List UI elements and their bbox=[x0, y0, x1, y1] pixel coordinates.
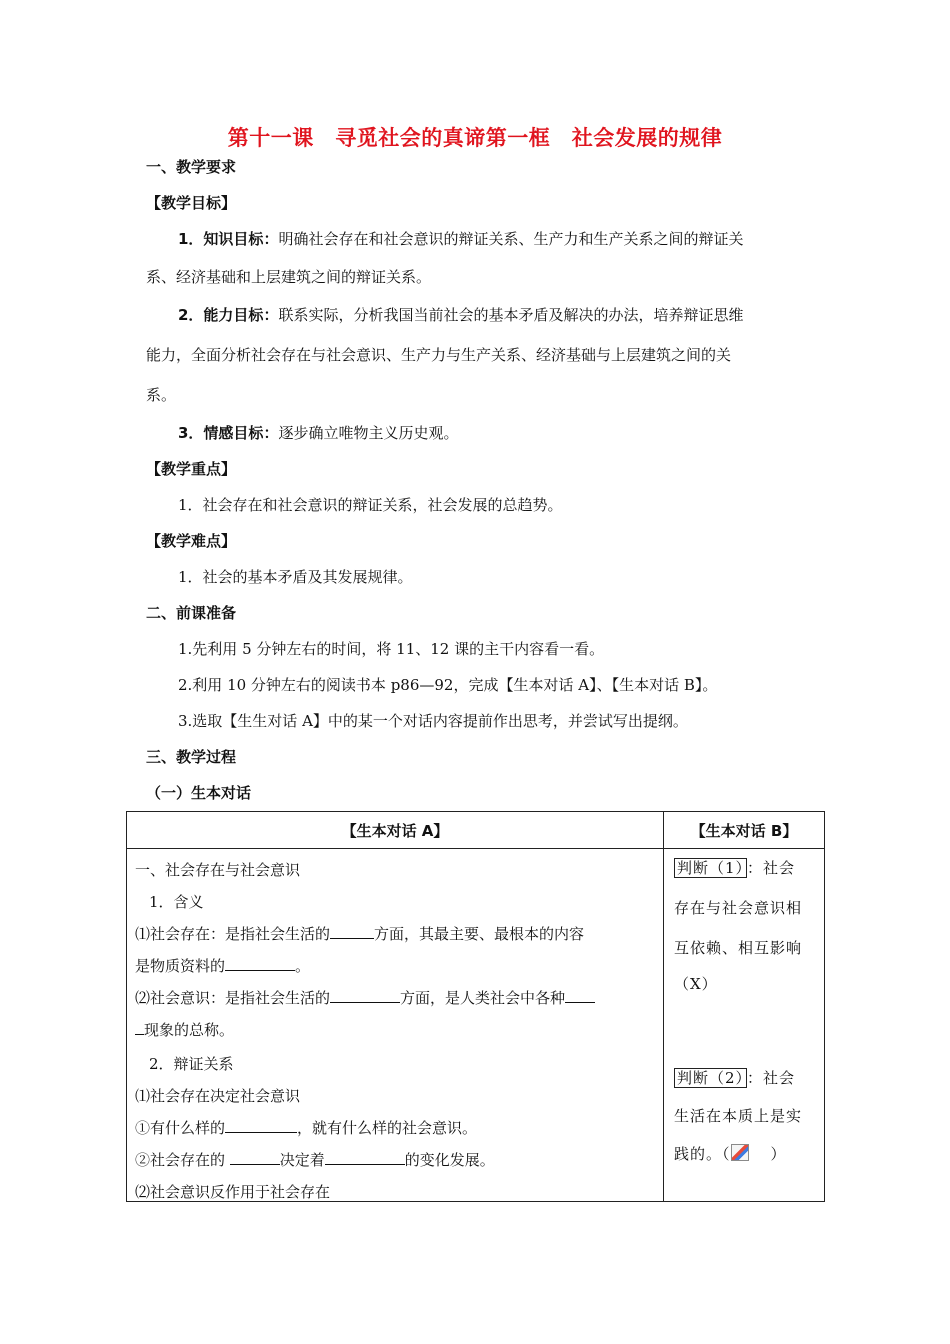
judge-2-rest: ：社会 bbox=[747, 1069, 796, 1087]
prep-item-1: 1.先利用 5 分钟左右的时间，将 11、12 课的主干内容看一看。 bbox=[178, 640, 605, 658]
goal-knowledge-cont: 系、经济基础和上层建筑之间的辩证关系。 bbox=[146, 268, 432, 286]
key-points-heading: 【教学重点】 bbox=[146, 460, 237, 478]
goal-ability-cont: 能力，全面分析社会存在与社会意识、生产力与生产关系、经济基础与上层建筑之间的关 bbox=[146, 346, 732, 364]
goal-ability-text: 联系实际，分析我国当前社会的基本矛盾及解决的办法，培养辩证思维 bbox=[278, 306, 744, 324]
a-material bbox=[135, 955, 310, 976]
a-social-consciousness-pre: ⑵社会意识：是指社会生活的 bbox=[135, 989, 331, 1007]
fill-blank[interactable] bbox=[225, 1118, 297, 1133]
fill-blank[interactable] bbox=[135, 1020, 144, 1035]
a-dialectic: 2．辩证关系 bbox=[149, 1055, 234, 1073]
fill-blank[interactable] bbox=[330, 988, 400, 1003]
a-whatever bbox=[135, 1117, 477, 1138]
a-whatever-pre: ①有什么样的 bbox=[135, 1119, 226, 1137]
goal-ability-cont2: 系。 bbox=[146, 386, 177, 404]
dialogue-table bbox=[126, 811, 825, 1202]
dialogue-b-cell bbox=[664, 849, 824, 1201]
judge-2-box: 判断（2） bbox=[674, 1068, 747, 1088]
section-heading-process: 三、教学过程 bbox=[146, 748, 237, 766]
a-change-post: 的变化发展。 bbox=[404, 1151, 495, 1169]
goal-knowledge bbox=[178, 228, 743, 249]
a-whatever-post: ，就有什么样的社会意识。 bbox=[297, 1119, 478, 1137]
a-meaning: 1．含义 bbox=[149, 893, 204, 911]
a-change-pre: ②社会存在的 bbox=[135, 1151, 230, 1169]
a-social-existence bbox=[135, 923, 584, 944]
goal-emotion bbox=[178, 422, 458, 443]
goal-emotion-text: 逐步确立唯物主义历史观。 bbox=[278, 424, 459, 442]
a-determines: ⑴社会存在决定社会意识 bbox=[135, 1087, 301, 1105]
goal-ability bbox=[178, 304, 743, 325]
b-judge-1-answer: （X） bbox=[674, 975, 718, 993]
b-judge-2-line2: 生活在本质上是实 bbox=[674, 1107, 803, 1125]
subsection-dialogue: （一）生本对话 bbox=[146, 784, 252, 802]
a-social-existence-pre: ⑴社会存在：是指社会生活的 bbox=[135, 925, 331, 943]
a-phenomena bbox=[135, 1019, 234, 1040]
a-phenomena-text: 现象的总称。 bbox=[144, 1021, 235, 1039]
fill-blank[interactable] bbox=[325, 1150, 405, 1165]
b-judge-2 bbox=[674, 1067, 795, 1088]
dialogue-a-cell bbox=[127, 849, 663, 1201]
a-change-mid: 决定着 bbox=[279, 1151, 325, 1169]
judge-2-pre: 践的。（ bbox=[674, 1145, 731, 1163]
judge-2-post: ） bbox=[770, 1145, 787, 1163]
a-heading: 一、社会存在与社会意识 bbox=[135, 861, 301, 879]
goal-ability-label: 2．能力目标： bbox=[178, 306, 279, 324]
a-social-existence-post: 方面，其最主要、最根本的内容 bbox=[374, 925, 585, 943]
section-heading-preparation: 二、前课准备 bbox=[146, 604, 237, 622]
judge-1-rest: ：社会 bbox=[747, 859, 796, 877]
prep-item-2: 2.利用 10 分钟左右的阅读书本 p86—92，完成【生本对话 A】、【生本对话 B】。 bbox=[178, 676, 718, 694]
a-change bbox=[135, 1149, 495, 1170]
fill-blank[interactable] bbox=[565, 988, 595, 1003]
a-social-consciousness-mid: 方面，是人类社会中各种 bbox=[400, 989, 566, 1007]
fill-blank[interactable] bbox=[230, 1150, 280, 1165]
goal-knowledge-label: 1．知识目标： bbox=[178, 230, 279, 248]
key-points-text: 1．社会存在和社会意识的辩证关系，社会发展的总趋势。 bbox=[178, 496, 563, 514]
section-heading-requirements: 一、教学要求 bbox=[146, 158, 237, 176]
lesson-title: 第十一课 寻觅社会的真谛第一框 社会发展的规律 bbox=[227, 126, 723, 150]
b-judge-1 bbox=[674, 857, 795, 878]
difficult-points-heading: 【教学难点】 bbox=[146, 532, 237, 550]
column-header-dialogue-a: 【生本对话 A】 bbox=[127, 812, 664, 849]
judge-1-box: 判断（1） bbox=[674, 858, 747, 878]
a-social-consciousness bbox=[135, 987, 595, 1008]
fill-blank[interactable] bbox=[225, 956, 295, 971]
b-judge-1-line2: 存在与社会意识相 bbox=[674, 899, 803, 917]
a-material-pre: 是物质资料的 bbox=[135, 957, 226, 975]
b-judge-2-line3 bbox=[674, 1143, 787, 1164]
goal-emotion-label: 3．情感目标： bbox=[178, 424, 279, 442]
b-judge-1-line3: 互依赖、相互影响 bbox=[674, 939, 803, 957]
prep-item-3: 3.选取【生生对话 A】中的某一个对话内容提前作出思考，并尝试写出提纲。 bbox=[178, 712, 688, 730]
a-reaction: ⑵社会意识反作用于社会存在 bbox=[135, 1183, 331, 1201]
column-header-dialogue-b: 【生本对话 B】 bbox=[664, 812, 825, 849]
goal-knowledge-text: 明确社会存在和社会意识的辩证关系、生产力和生产关系之间的辩证关 bbox=[278, 230, 744, 248]
difficult-points-text: 1．社会的基本矛盾及其发展规律。 bbox=[178, 568, 413, 586]
a-material-post: 。 bbox=[295, 957, 311, 975]
goals-heading: 【教学目标】 bbox=[146, 194, 237, 212]
broken-image-icon bbox=[731, 1144, 749, 1161]
fill-blank[interactable] bbox=[330, 924, 374, 939]
